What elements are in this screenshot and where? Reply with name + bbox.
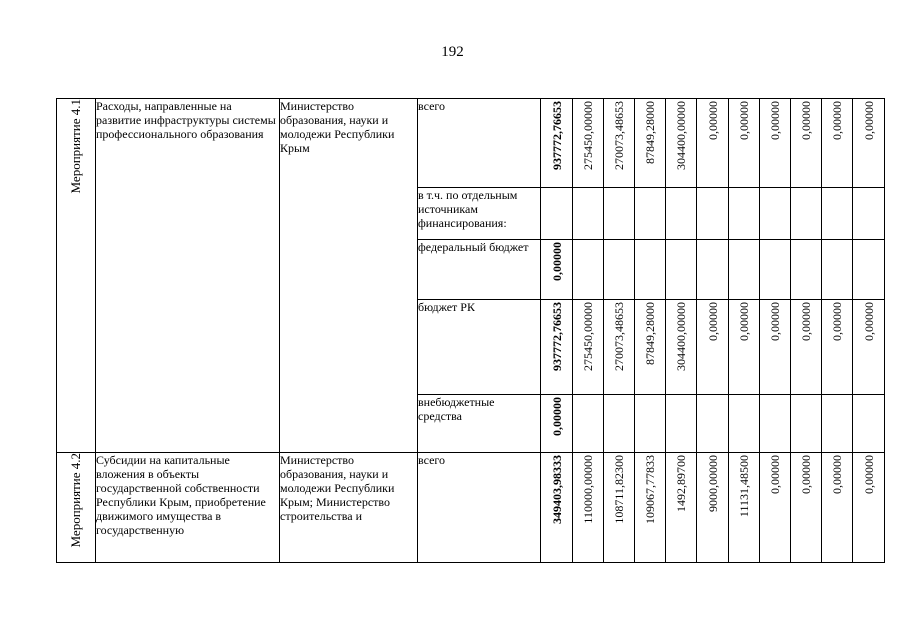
year-value: 1492,89700 [674,455,688,512]
total-value: 937772,76653 [549,302,564,371]
table-row [57,99,885,188]
year-value: 0,00000 [861,302,876,341]
page-number: 192 [441,44,464,60]
event-cell [57,99,96,453]
year-value: 0,00000 [799,455,813,494]
year-value: 0,00000 [861,101,876,140]
year-value: 87849,28000 [643,302,657,365]
source-label: в т.ч. по отдельным источникам финансирования: [418,188,541,240]
source-label: всего [418,453,541,563]
year-value: 0,00000 [830,302,844,341]
source-label: бюджет РК [418,300,541,395]
event-label: Мероприятие 4.2 [68,453,83,548]
year-value: 110000,00000 [581,455,595,524]
year-value: 0,00000 [830,101,844,140]
year-value: 87849,28000 [643,101,657,164]
source-label: внебюджетные средства [418,395,541,453]
total-value: 349403,98333 [549,455,564,524]
executor-cell: Министерство образования, науки и молодежи Республики Крым [280,99,418,453]
executor-cell: Министерство образования, науки и молодежи Республики Крым; Министерство строительства и [280,453,418,563]
year-value: 0,00000 [799,302,813,341]
event-label: Мероприятие 4.1 [68,99,83,194]
year-value: 0,00000 [768,455,782,494]
year-value: 108711,82300 [612,455,626,524]
total-value: 937772,76653 [549,101,564,170]
budget-table [56,98,885,563]
source-label: всего [418,99,541,188]
year-value: 275450,00000 [581,101,595,170]
year-value: 304400,00000 [674,101,688,170]
table-row [57,453,885,563]
year-value: 0,00000 [830,455,844,494]
year-value: 0,00000 [737,302,751,341]
year-value: 270073,48653 [612,302,626,371]
description-cell: Субсидии на капитальные вложения в объекты государственной собственности Республики Крым, приобретение движимого имущества в государственную [96,453,280,563]
description-cell: Расходы, направленные на развитие инфраструктуры системы профессионального образования [96,99,280,453]
year-value: 109067,77833 [643,455,657,524]
year-value: 0,00000 [768,302,782,341]
year-value: 11131,48500 [737,455,751,518]
year-value: 0,00000 [705,101,720,140]
year-value: 270073,48653 [612,101,626,170]
year-value: 0,00000 [768,101,782,140]
year-value: 0,00000 [737,101,751,140]
year-value: 0,00000 [861,455,876,494]
year-value: 275450,00000 [581,302,595,371]
total-value: 0,00000 [549,242,564,281]
year-value: 304400,00000 [674,302,688,371]
year-value: 9000,00000 [705,455,720,512]
event-cell [57,453,96,563]
year-value: 0,00000 [799,101,813,140]
year-value: 0,00000 [705,302,720,341]
total-value: 0,00000 [549,397,564,436]
source-label: федеральный бюджет [418,240,541,300]
